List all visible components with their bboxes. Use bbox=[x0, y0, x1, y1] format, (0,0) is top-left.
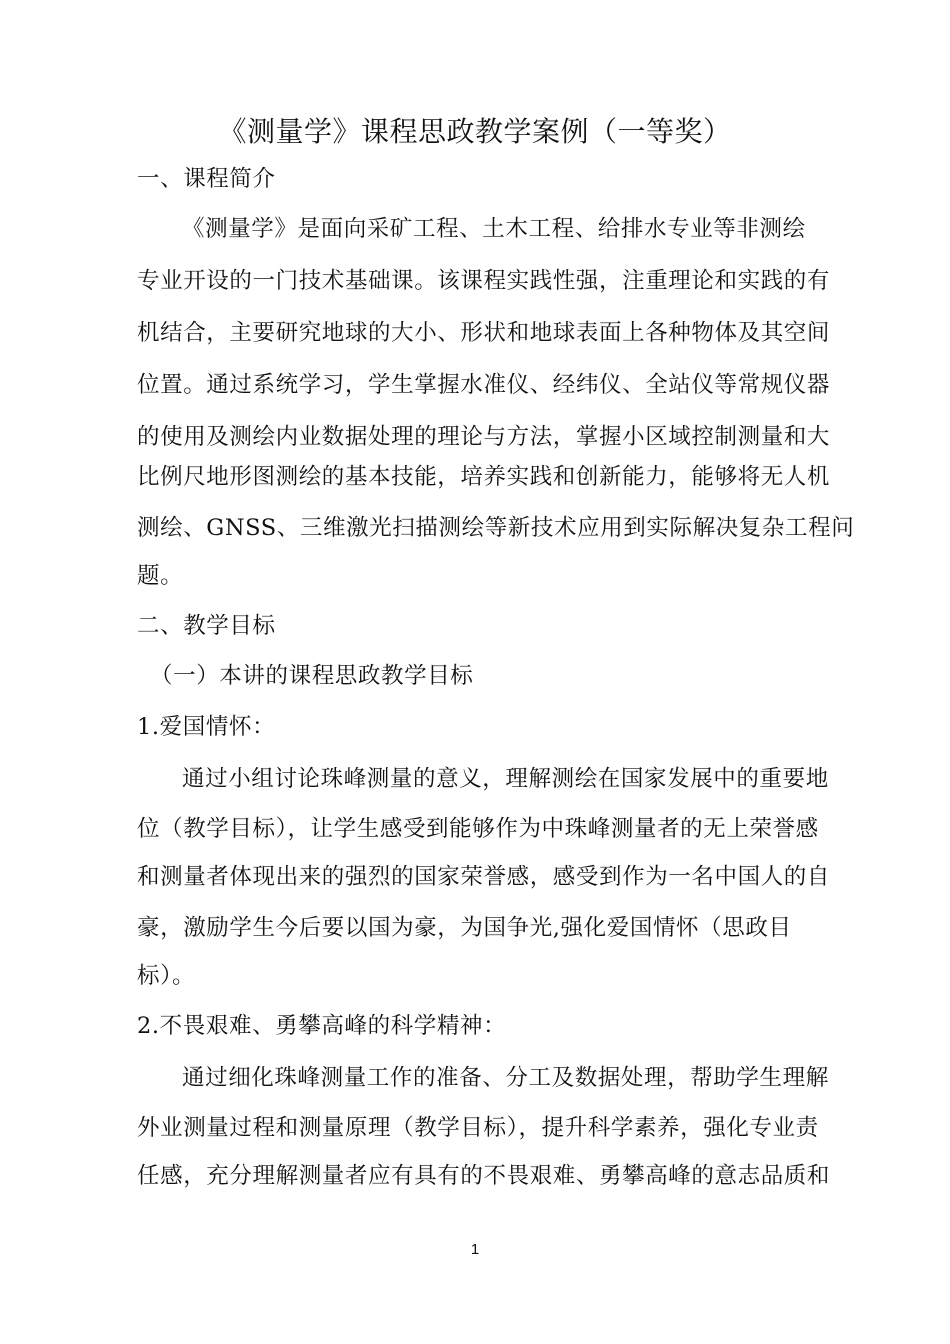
paragraph-line: 豪，激励学生今后要以国为豪，为国争光,强化爱国情怀（思政目 bbox=[137, 915, 792, 941]
paragraph-line: 《测量学》是面向采矿工程、土木工程、给排水专业等非测绘 bbox=[182, 216, 806, 242]
subsection-heading: （一）本讲的课程思政教学目标 bbox=[150, 663, 474, 689]
section-heading-teaching-goals: 二、教学目标 bbox=[137, 613, 276, 639]
paragraph-line: 测绘、GNSS、三维激光扫描测绘等新技术应用到实际解决复杂工程问 bbox=[137, 515, 855, 541]
paragraph-line: 外业测量过程和测量原理（教学目标），提升科学素养，强化专业责 bbox=[137, 1115, 819, 1141]
paragraph-line: 和测量者体现出来的强烈的国家荣誉感，感受到作为一名中国人的自 bbox=[137, 864, 831, 890]
document-title: 《测量学》课程思政教学案例（一等奖） bbox=[218, 115, 732, 148]
paragraph-line: 任感，充分理解测量者应有具有的不畏艰难、勇攀高峰的意志品质和 bbox=[137, 1163, 831, 1189]
section-heading-course-intro: 一、课程简介 bbox=[137, 166, 276, 192]
paragraph-line: 的使用及测绘内业数据处理的理论与方法，掌握小区域控制测量和大 bbox=[137, 424, 831, 450]
paragraph-line: 标）。 bbox=[137, 963, 196, 989]
item-heading-patriotism: 1.爱国情怀： bbox=[137, 714, 276, 740]
paragraph-line: 机结合，主要研究地球的大小、形状和地球表面上各种物体及其空间 bbox=[137, 320, 831, 346]
paragraph-line: 位（教学目标），让学生感受到能够作为中珠峰测量者的无上荣誉感 bbox=[137, 816, 819, 842]
paragraph-line: 比例尺地形图测绘的基本技能，培养实践和创新能力，能够将无人机 bbox=[137, 464, 831, 490]
paragraph-line: 专业开设的一门技术基础课。该课程实践性强，注重理论和实践的有 bbox=[137, 268, 831, 294]
paragraph-line: 通过细化珠峰测量工作的准备、分工及数据处理，帮助学生理解 bbox=[182, 1065, 829, 1091]
paragraph-line: 通过小组讨论珠峰测量的意义，理解测绘在国家发展中的重要地 bbox=[182, 766, 829, 792]
paragraph-line: 题。 bbox=[137, 563, 184, 589]
page-number: 1 bbox=[470, 1241, 480, 1258]
item-heading-scientific-spirit: 2.不畏艰难、勇攀高峰的科学精神： bbox=[137, 1013, 507, 1039]
paragraph-line: 位置。通过系统学习，学生掌握水准仪、经纬仪、全站仪等常规仪器 bbox=[137, 372, 831, 398]
